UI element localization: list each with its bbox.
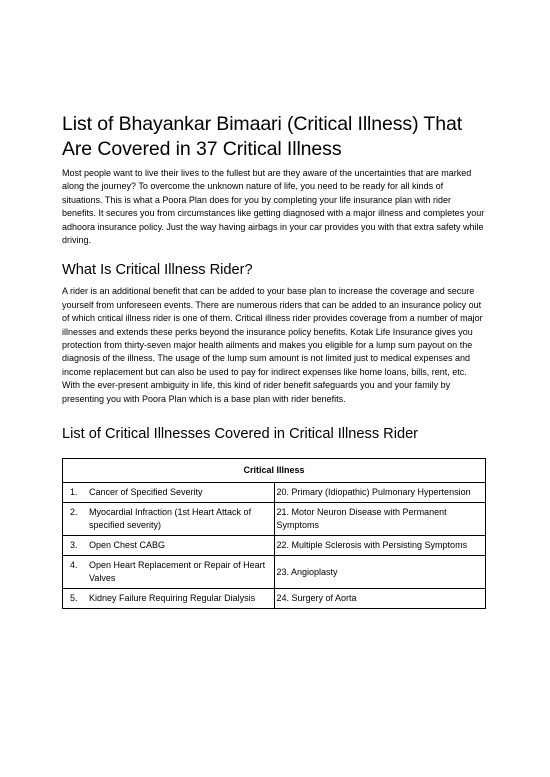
- item-text: Cancer of Specified Severity: [89, 487, 203, 498]
- table-row: [63, 536, 486, 556]
- section-heading-list: List of Critical Illnesses Covered in Critical Illness Rider: [62, 426, 419, 443]
- document-page: [62, 112, 486, 609]
- table-row: [63, 556, 486, 589]
- page-title: List of Bhayankar Bimaari (Critical Illness) That Are Covered in 37 Critical Illness: [62, 113, 463, 160]
- item-number: 4.: [70, 560, 78, 571]
- table-cell-right: 24. Surgery of Aorta: [274, 589, 486, 609]
- item-number: 3.: [70, 540, 78, 551]
- rider-paragraph: A rider is an additional benefit that can be added to your base plan to increase the coverage and secure yourself from unforeseen events. There are numerous riders that can be added to an insurance policy out of which critical illness rider is one of them. Critical illness rider provides coverage from a number of major illnesses and extends these perks beyond the insurance policy benefits. Kotak Life Insurance gives you protection from thirty-seven major health ailments and makes you eligible for a lump sum payout on the diagnosis of the illness. The usage of the lump sum amount is not limited just to medical expenses and income replacement but can also be used to pay for indirect expenses like home loans, bills, rent, etc. With the ever-present ambiguity in life, this kind of rider benefit safeguards you and your family by presenting you with Poora Plan which is a base plan with rider benefits.: [62, 286, 483, 404]
- table-cell-left: [63, 536, 275, 556]
- table-cell-right: 20. Primary (Idiopathic) Pulmonary Hypertension: [274, 483, 486, 503]
- critical-illness-table: [62, 458, 486, 609]
- item-text: Open Chest CABG: [89, 540, 166, 551]
- table-header: Critical Illness: [63, 459, 486, 483]
- item-number: 5.: [70, 593, 78, 604]
- table-cell-left: [63, 556, 275, 589]
- table-cell-right: 22. Multiple Sclerosis with Persisting Symptoms: [274, 536, 486, 556]
- table-row: [63, 503, 486, 536]
- table-cell-right: 21. Motor Neuron Disease with Permanent Symptoms: [274, 503, 486, 536]
- table-cell-left: [63, 503, 275, 536]
- item-number: 2.: [70, 507, 78, 518]
- table-cell-left: [63, 589, 275, 609]
- table-row: [63, 483, 486, 503]
- item-number: 1.: [70, 487, 78, 498]
- item-text: Open Heart Replacement or Repair of Heart Valves: [89, 560, 266, 584]
- item-text: Myocardial Infraction (1st Heart Attack of specified severity): [89, 507, 252, 531]
- intro-paragraph: Most people want to live their lives to the fullest but are they aware of the uncertainties that are marked along the journey? To overcome the unknown nature of life, you need to be ready for all kinds of situations. This is what a Poora Plan does for you by completing your life insurance plan with rider benefits. It secures you from circumstances like getting diagnosed with a major illness and completes your adhoora insurance policy. Just the way having airbags in your car provides you with that extra safety while driving.: [62, 168, 485, 246]
- table-row: [63, 589, 486, 609]
- table-cell-right: 23. Angioplasty: [274, 556, 486, 589]
- item-text: Kidney Failure Requiring Regular Dialysis: [89, 593, 256, 604]
- section-heading-rider: What Is Critical Illness Rider?: [62, 262, 253, 279]
- table-cell-left: [63, 483, 275, 503]
- table-header-row: [63, 459, 486, 483]
